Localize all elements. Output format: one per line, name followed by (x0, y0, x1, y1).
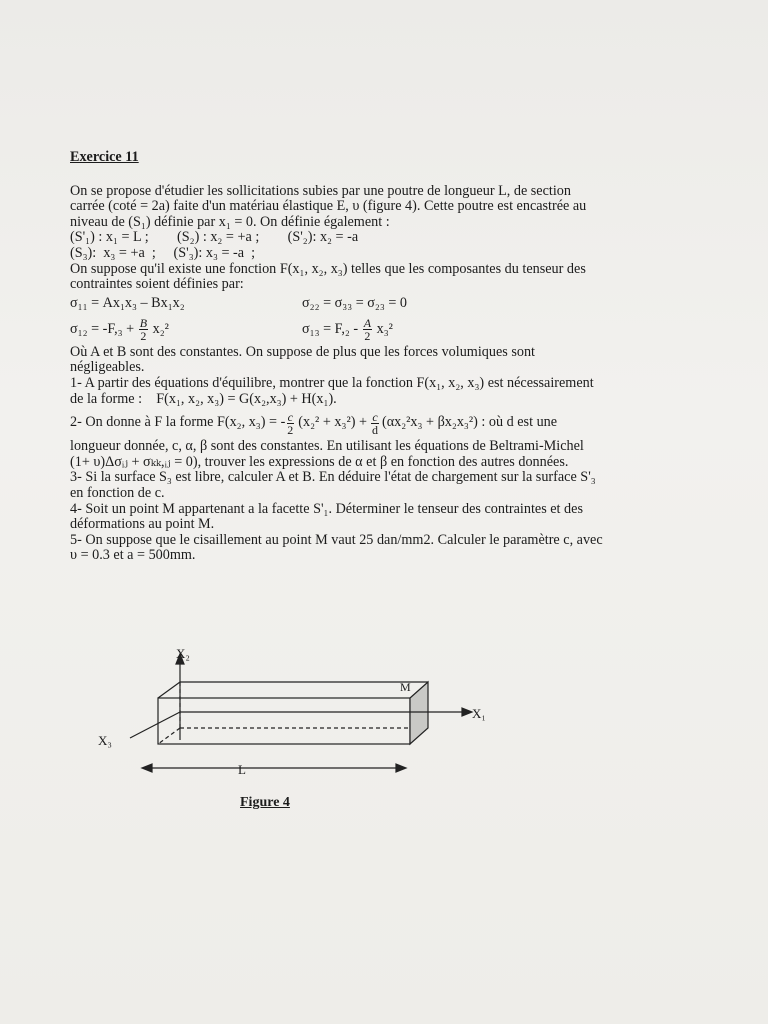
text-line: On se propose d'étudier les sollicitations subies par une poutre de longueur L, de section (70, 182, 571, 199)
question-1 (70, 376, 670, 407)
fraction-denominator: 2 (364, 329, 371, 344)
x3-label: X₃ (98, 733, 112, 748)
fraction-numerator: A (363, 316, 372, 331)
fraction-numerator: B (139, 316, 148, 331)
figure-caption: Figure 4 (240, 795, 290, 810)
q2-suffix: (αx₂²x₃ + βx₂x₃²) : où d est une (381, 414, 558, 431)
x1-arrowhead (462, 708, 472, 716)
text-line: longueur donnée, c, α, β sont des constantes. En utilisant les équations de Beltrami-Michel (70, 438, 584, 455)
stress-row-2 (70, 315, 670, 345)
beam-end-face (410, 682, 428, 744)
text-line: carrée (coté = 2a) faite d'un matériau élastique E, υ (figure 4). Cette poutre est encastrée au (70, 198, 587, 215)
text-line: déformations au point M. (70, 516, 215, 533)
question-5 (70, 533, 670, 564)
point-m-label: M (400, 680, 411, 694)
fraction-numerator: c (287, 409, 293, 424)
fraction (371, 411, 379, 436)
text-line: 4- Soit un point M appartenant a la facette S'₁. Déterminer le tenseur des contraintes et des (70, 500, 583, 517)
fraction-numerator: c (372, 409, 378, 424)
sigma12-right: x₂² (152, 321, 169, 338)
text-line: niveau de (S₁) définie par x₁ = 0. On définie également : (70, 213, 390, 230)
length-label: L (238, 762, 246, 777)
text-line: 1- A partir des équations d'équilibre, montrer que la fonction F(x₁, x₂, x₃) est nécessairement (70, 374, 594, 391)
beam-figure (90, 640, 510, 830)
question-2-rest (70, 439, 670, 470)
x1-label: X₁ (472, 706, 486, 721)
text-line: 3- Si la surface S₃ est libre, calculer A et B. En déduire l'état de chargement sur la surface S'₃ (70, 469, 596, 486)
beam-front-face (158, 698, 410, 744)
text-line: υ = 0.3 et a = 500mm. (70, 547, 196, 564)
sigma13-formula (302, 317, 393, 342)
fraction-denominator: 2 (140, 329, 147, 344)
sigma13-left: σ₁₃ = F,₂ - (302, 321, 359, 338)
exercise-title: Exercice 11 (70, 149, 139, 165)
fraction-denominator: d (371, 422, 378, 437)
stress-row-1 (70, 293, 670, 315)
surfaces-line-1: (S'₁) : x₁ = L ; (S₂) : x₂ = +a ; (S'₂): x₂ = -a (70, 229, 359, 246)
intro-paragraph (70, 184, 670, 293)
beam-edge (158, 682, 180, 698)
sigma12-left: σ₁₂ = -F,₃ + (70, 321, 135, 338)
q2-mid: (x₂² + x₃²) + (298, 414, 367, 431)
exercise-text (70, 150, 670, 564)
sigma22-formula: σ₂₂ = σ₃₃ = σ₂₃ = 0 (302, 294, 407, 311)
question-4 (70, 502, 670, 533)
text-line: en fonction de c. (70, 484, 165, 501)
sigma12-formula (70, 317, 302, 342)
surfaces-line-2: (S₃): x₃ = +a ; (S'₃): x₃ = -a ; (70, 244, 256, 261)
question-3 (70, 470, 670, 501)
beam-hidden-edge (158, 728, 180, 744)
text-line: contraintes soient définies par: (70, 276, 244, 293)
fraction (286, 411, 294, 436)
fraction-denominator: 2 (287, 422, 294, 437)
text-line: (1+ υ)Δσᵢⱼ + σₖₖ,ᵢⱼ = 0), trouver les expressions de α et β en fonction des autres données. (70, 453, 569, 470)
question-2-formula (70, 407, 670, 439)
text-line: Où A et B sont des constantes. On suppose de plus que les forces volumiques sont (70, 343, 535, 360)
text-line: On suppose qu'il existe une fonction F(x₁, x₂, x₃) telles que les composantes du tenseur des (70, 260, 586, 277)
text-line: négligeables. (70, 359, 145, 376)
length-arrow-right (396, 764, 406, 772)
sigma13-right: x₃² (376, 321, 393, 338)
fraction (139, 317, 148, 342)
sigma11-formula: σ₁₁ = Ax₁x₃ – Bx₁x₂ (70, 294, 185, 311)
q2-prefix: 2- On donne à F la forme F(x₂, x₃) = - (70, 414, 286, 431)
x2-label: X₂ (176, 646, 190, 661)
text-line: 5- On suppose que le cisaillement au point M vaut 25 dan/mm2. Calculer le paramètre c, avec (70, 531, 603, 548)
text-line: de la forme : F(x₁, x₂, x₃) = G(x₂,x₃) + H(x₁). (70, 390, 337, 407)
constants-paragraph (70, 345, 670, 376)
fraction (363, 317, 372, 342)
length-arrow-left (142, 764, 152, 772)
